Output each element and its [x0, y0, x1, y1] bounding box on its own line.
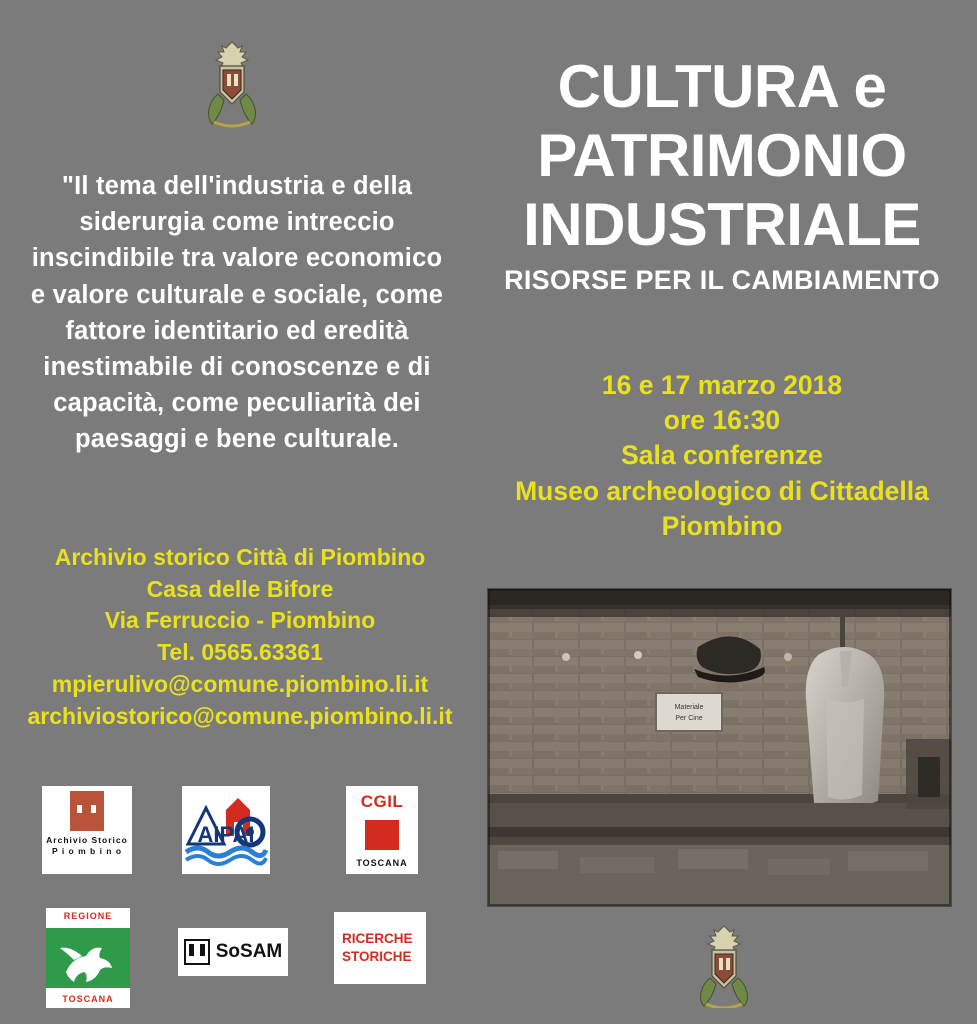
- logo-cgil-region: TOSCANA: [356, 858, 408, 868]
- quote-text: "Il tema dell'industria e della siderurgia come intreccio inscindibile tra valore economico e valore culturale e sociale, come fattore identitario ed eredità inestimabile di conoscenze e di capacità, come peculiarità dei paesaggi e bene culturale.: [30, 172, 444, 454]
- address-line-2: Casa delle Bifore: [146, 575, 334, 602]
- event-venue: Museo archeologico di Cittadella: [515, 475, 929, 506]
- subtitle: RISORSE PER IL CAMBIAMENTO: [504, 265, 940, 295]
- pegasus-icon: [46, 928, 130, 988]
- address-email-2: archiviostorico@comune.piombino.li.it: [27, 702, 453, 729]
- sosam-mark-icon: [184, 939, 210, 965]
- logo-aipai: [182, 786, 270, 874]
- title-line-3: INDUSTRIALE: [523, 191, 921, 258]
- crest-icon-bottom: [688, 922, 760, 1008]
- logo-ricerche-storiche: [334, 912, 426, 984]
- logo-sosam-label: SoSAM: [215, 941, 283, 962]
- event-city: Piombino: [661, 510, 783, 541]
- address-email-1: mpierulivo@comune.piombino.li.it: [51, 670, 429, 697]
- title-line-2: PATRIMONIO: [537, 122, 907, 189]
- crest-icon-top: [196, 36, 268, 128]
- logo-archivio-storico: [42, 786, 132, 874]
- industrial-photo: [487, 588, 952, 907]
- svg-text:Materiale: Materiale: [674, 704, 704, 711]
- logo-cgil-word: CGIL: [360, 792, 404, 811]
- event-venue-room: Sala conferenze: [621, 440, 823, 471]
- address-line-1: Archivio storico Città di Piombino: [54, 544, 426, 570]
- tower-icon: [70, 791, 104, 831]
- logo-sosam: [178, 928, 288, 976]
- title-block: [487, 52, 957, 296]
- address-line-3: Via Ferruccio - Piombino: [104, 607, 376, 634]
- cgil-square-icon: [365, 820, 399, 850]
- address-block: [20, 542, 460, 732]
- logo-cgil: [346, 786, 418, 874]
- logo-regione-bottom: TOSCANA: [62, 994, 114, 1004]
- svg-text:Per Cine: Per Cine: [675, 715, 703, 722]
- address-phone: Tel. 0565.63361: [157, 639, 323, 666]
- logo-regione-toscana: [46, 908, 130, 1008]
- event-time: ore 16:30: [663, 405, 781, 436]
- logo-ricerche-line1: RICERCHE: [342, 930, 413, 946]
- logo-aipai-label: AIPAI: [197, 822, 255, 847]
- event-date: 16 e 17 marzo 2018: [601, 370, 843, 400]
- logo-regione-top: REGIONE: [63, 911, 113, 921]
- event-details: [467, 368, 977, 544]
- logo-archivio-subtitle: P i o m b i n o: [51, 846, 123, 857]
- title-line-1: CULTURA e: [557, 53, 887, 120]
- logo-ricerche-line2: STORICHE: [342, 949, 412, 964]
- logo-archivio-title: Archivio Storico: [46, 835, 128, 845]
